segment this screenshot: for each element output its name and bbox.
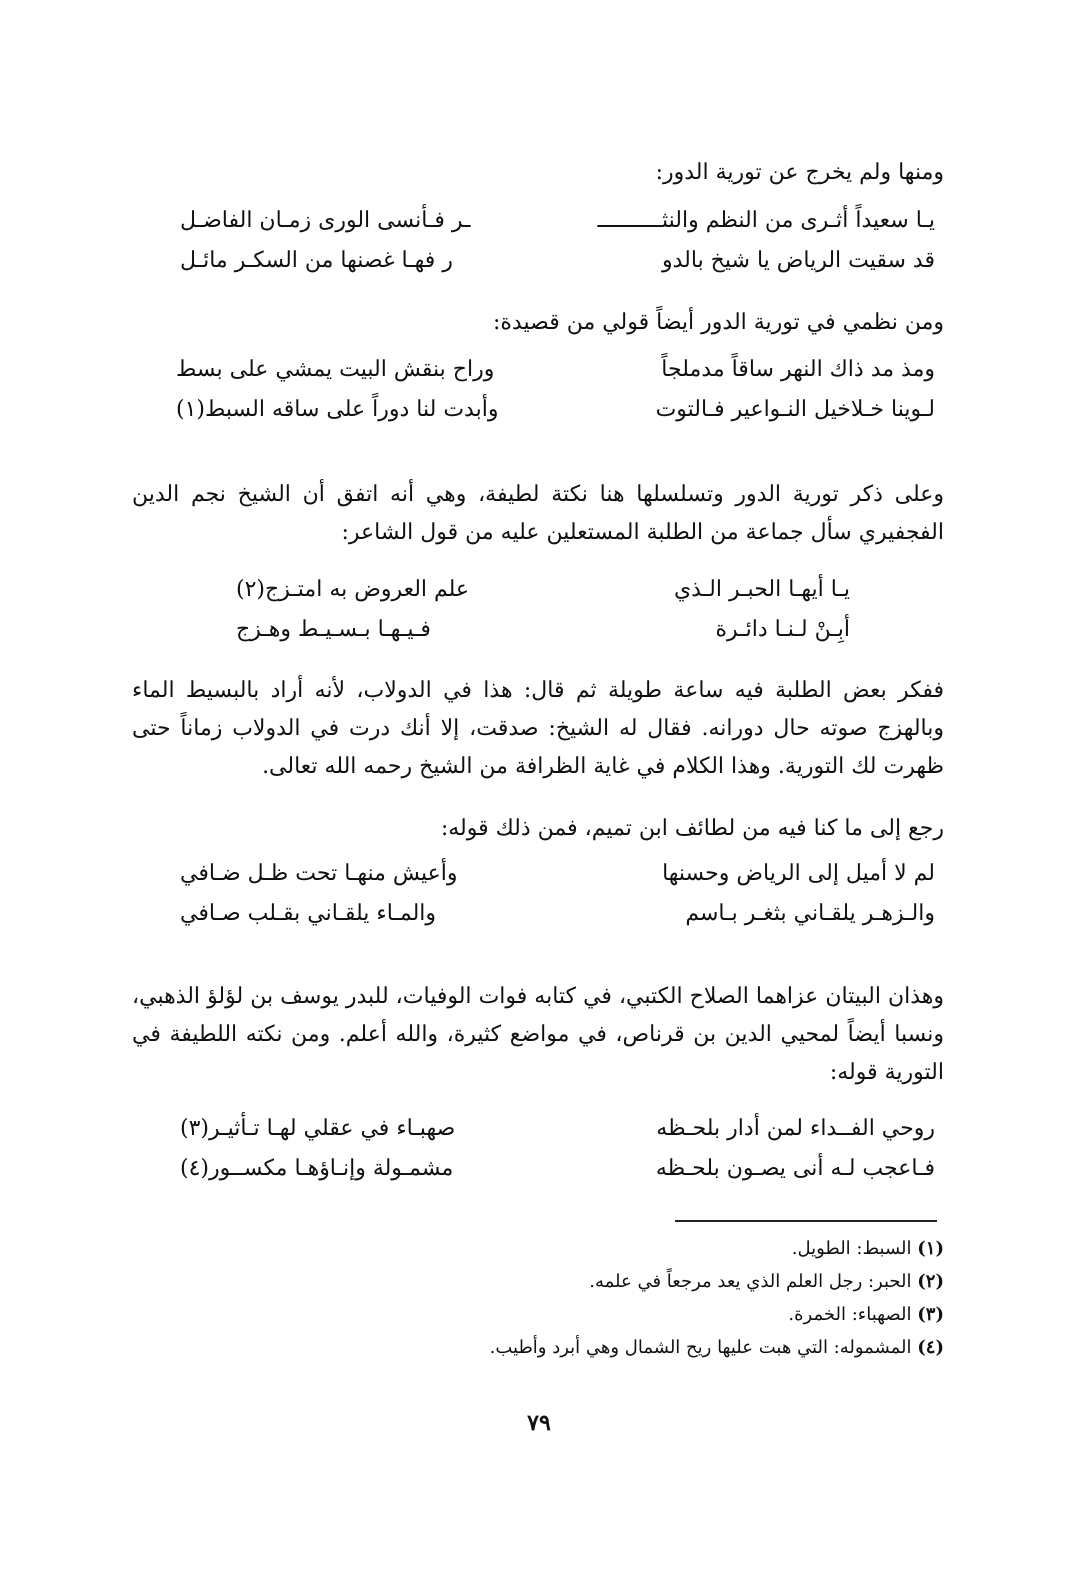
verse-line <box>0 617 1078 657</box>
verse-line <box>0 208 1078 248</box>
verse-line <box>0 577 1078 617</box>
footnote <box>144 1232 944 1265</box>
verse-block-4 <box>0 861 1078 941</box>
footnote-text: الحبر: رجل العلم الذي يعد مرجعاً في علمه. <box>589 1271 912 1292</box>
footnote <box>144 1298 944 1331</box>
footnotes <box>144 1232 944 1364</box>
verse-line <box>0 248 1078 288</box>
verse-block-3 <box>0 577 1078 657</box>
verse-hemistich-first: يـا أيهـا الحبـر الـذي <box>673 577 850 602</box>
intro-line-3: رجع إلى ما كنا فيه من لطائف ابن تميم، فمن ذلك قوله: <box>440 816 944 841</box>
verse-hemistich-second: فـيـهـا بـسـيـط وهـزج <box>236 617 431 642</box>
footnote-separator <box>675 1220 937 1222</box>
verse-block-1 <box>0 208 1078 288</box>
verse-block-2 <box>0 357 1078 437</box>
verse-line <box>0 397 1078 437</box>
verse-hemistich-second: صهبـاء في عقلي لهـا تـأثيـر(٣) <box>180 1116 456 1141</box>
verse-line <box>0 1116 1078 1156</box>
intro-line-1: ومنها ولم يخرج عن تورية الدور: <box>655 160 944 185</box>
page-number: ٧٩ <box>527 1410 551 1436</box>
verse-hemistich-first: ومذ مد ذاك النهر ساقاً مدملجاً <box>661 357 935 382</box>
footnote-number: (١) <box>917 1238 944 1259</box>
verse-line <box>0 861 1078 901</box>
verse-hemistich-second: وأبدت لنا دوراً على ساقه السبط(١) <box>176 397 499 422</box>
verse-hemistich-first: والـزهـر يلقـاني بثغـر بـاسم <box>685 901 935 926</box>
footnote-text: المشموله: التي هبت عليها ريح الشمال وهي أبرد وأطيب. <box>489 1337 912 1358</box>
verse-hemistich-second: ـر فـأنسى الورى زمـان الفاضـل <box>180 208 471 233</box>
verse-hemistich-first: يـا سعيداً أثـرى من النظم والنثــــــــــ <box>597 208 935 233</box>
footnote-text: الصهباء: الخمرة. <box>788 1304 912 1325</box>
verse-hemistich-first: لم لا أميل إلى الرياض وحسنها <box>662 861 935 886</box>
footnote <box>144 1265 944 1298</box>
verse-hemistich-second: مشمـولة وإنـاؤهـا مكســور(٤) <box>180 1156 454 1181</box>
footnote-number: (٢) <box>917 1271 944 1292</box>
verse-hemistich-first: روحي الفــداء لمن أدار بلحـظه <box>656 1116 935 1141</box>
verse-hemistich-first: لـوينا خـلاخيل النـواعير فـالتوت <box>655 397 935 422</box>
paragraph-story: وعلى ذكر تورية الدور وتسلسلها هنا نكتة لطيفة، وهي أنه اتفق أن الشيخ نجم الدين الفجفيري سأل جماعة من الطلبة المستعلين عليه من قول الشاعر: <box>132 482 944 545</box>
verse-hemistich-second: ر فهـا غصنها من السكـر مائـل <box>180 248 453 273</box>
paragraph-attribution: وهذان البيتان عزاهما الصلاح الكتبي، في كتابه فوات الوفيات، للبدر يوسف بن لؤلؤ الذهبي، ونسبا أيضاً لمحيي الدين بن قرناص، في مواضع كثيرة، والله أعلم. ومن نكته اللطيفة في التورية قوله: <box>132 984 944 1085</box>
verse-line <box>0 357 1078 397</box>
intro-line-2: ومن نظمي في تورية الدور أيضاً قولي من قصيدة: <box>492 310 944 335</box>
verse-line <box>0 901 1078 941</box>
verse-hemistich-first: قد سقيت الرياض يا شيخ بالدو <box>661 248 935 273</box>
verse-hemistich-second: علم العروض به امتـزج(٢) <box>236 577 470 602</box>
verse-hemistich-second: والمـاء يلقـاني بقـلب صـافي <box>180 901 437 926</box>
verse-hemistich-second: وراح بنقش البيت يمشي على بسط <box>176 357 495 382</box>
verse-hemistich-first: فـاعجب لـه أنى يصـون بلحـظه <box>655 1156 935 1181</box>
footnote-number: (٣) <box>917 1304 944 1325</box>
verse-block-5 <box>0 1116 1078 1196</box>
footnote <box>144 1331 944 1364</box>
verse-hemistich-first: أبِـنْ لـنـا دائـرة <box>715 617 850 642</box>
footnote-text: السبط: الطويل. <box>791 1238 912 1259</box>
verse-line <box>0 1156 1078 1196</box>
footnote-number: (٤) <box>917 1337 944 1358</box>
verse-hemistich-second: وأعيش منهـا تحت ظـل ضـافي <box>180 861 458 886</box>
paragraph-anecdote: ففكر بعض الطلبة فيه ساعة طويلة ثم قال: هذا في الدولاب، لأنه أراد بالبسيط الماء وبالهزج صوته حال دورانه. فقال له الشيخ: صدقت، إلا أنك درت في الدولاب زماناً حتى ظهرت لك التورية. وهذا الكلام في غاية الظرافة من الشيخ رحمه الله تعالى. <box>132 678 944 779</box>
